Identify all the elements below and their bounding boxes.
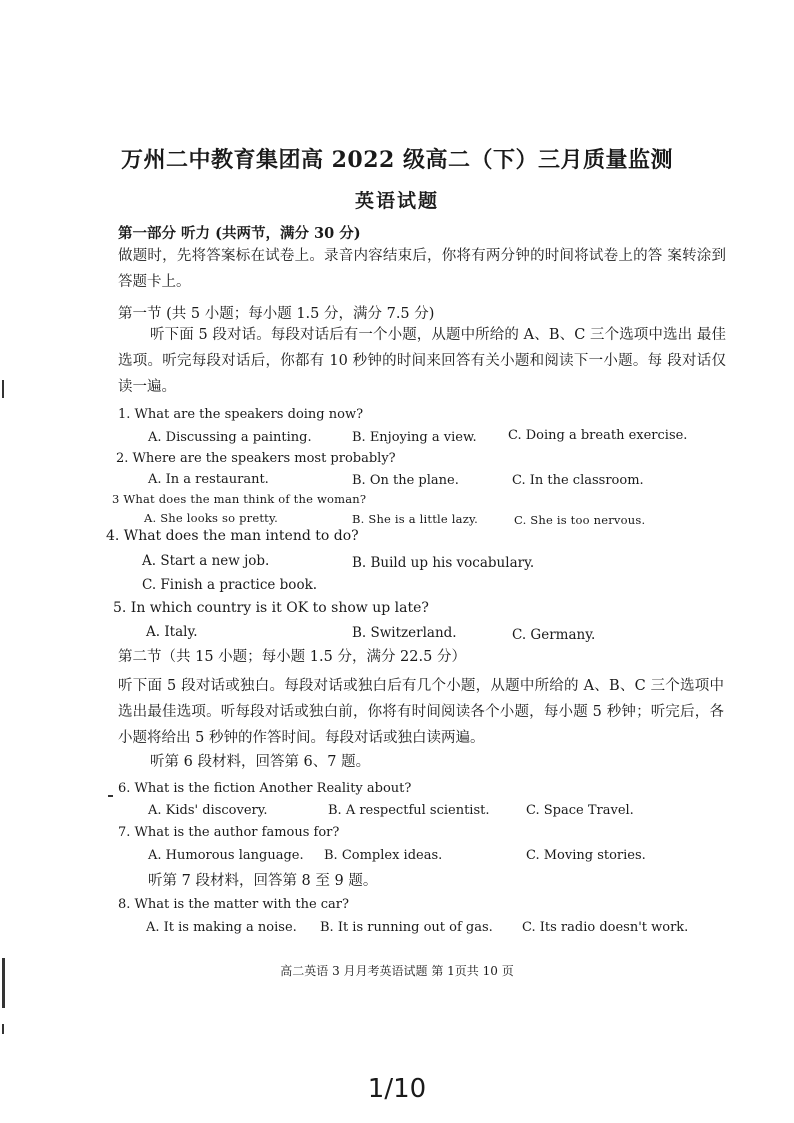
page-indicator: 1/10 — [367, 1074, 427, 1104]
question-2-option-a: A. In a restaurant. — [148, 472, 269, 487]
question-1-option-b: B. Enjoying a view. — [352, 430, 477, 445]
question-3-option-b: B. She is a little lazy. — [352, 512, 479, 526]
question-5-stem: 5. In which country is it OK to show up late? — [113, 600, 429, 616]
exam-subtitle: 英语试题 — [354, 190, 439, 212]
question-4-stem: 4. What does the man intend to do? — [106, 528, 359, 544]
section2-instructions: 听下面 5 段对话或独白。每段对话或独白后有几个小题，从题中所给的 A、B、C 三个选项中选出最佳选项。听每段对话或独白前，你将有时间阅读各个小题，每小题 5 秒钟；听完后，各小题将给出 5 秒钟的作答时间。每段对话或独白读两遍。 — [118, 678, 724, 746]
question-7-option-a: A. Humorous language. — [148, 848, 304, 863]
part1-heading: 第一部分 听力 (共两节，满分 30 分) — [118, 225, 361, 242]
scan-mark — [2, 958, 5, 1008]
question-8-option-c: C. Its radio doesn't work. — [522, 920, 689, 935]
scan-mark — [2, 380, 4, 398]
section2-heading: 第二节（共 15 小题；每小题 1.5 分，满分 22.5 分） — [118, 649, 466, 665]
question-4-option-b: B. Build up his vocabulary. — [352, 555, 535, 571]
question-1-stem: 1. What are the speakers doing now? — [118, 407, 364, 422]
scan-mark — [108, 795, 113, 797]
question-3-stem: 3 What does the man think of the woman? — [112, 492, 367, 506]
page-footer: 高二英语 3 月月考英语试题 第 1页共 10 页 — [280, 964, 514, 978]
question-2-option-b: B. On the plane. — [352, 473, 459, 488]
exam-title: 万州二中教育集团高 2022 级高二（下）三月质量监测 — [120, 147, 674, 173]
part1-instructions: 做题时，先将答案标在试卷上。录音内容结束后，你将有两分钟的时间将试卷上的答 案转涂到答题卡上。 — [118, 248, 726, 290]
question-7-option-c: C. Moving stories. — [526, 848, 646, 863]
section1-instructions: 听下面 5 段对话。每段对话后有一个小题，从题中所给的 A、B、C 三个选项中选出 最佳选项。听完每段对话后，你都有 10 秒钟的时间来回答有关小题和阅读下一小题。每 段对话仅读一遍。 — [118, 327, 726, 395]
question-3-option-c: C. She is too nervous. — [514, 513, 646, 527]
question-1-option-c: C. Doing a breath exercise. — [508, 428, 688, 443]
question-8-stem: 8. What is the matter with the car? — [118, 897, 349, 912]
question-6-option-a: A. Kids' discovery. — [148, 803, 268, 818]
question-4-option-a: A. Start a new job. — [142, 553, 270, 569]
question-5-option-c: C. Germany. — [512, 627, 596, 643]
question-7-stem: 7. What is the author famous for? — [118, 825, 340, 840]
question-6-option-c: C. Space Travel. — [526, 803, 634, 818]
material-7-note: 听第 7 段材料，回答第 8 至 9 题。 — [148, 873, 378, 889]
question-2-stem: 2. Where are the speakers most probably? — [116, 451, 396, 466]
question-6-stem: 6. What is the fiction Another Reality about? — [118, 781, 412, 796]
material-6-note: 听第 6 段材料，回答第 6、7 题。 — [150, 754, 371, 770]
question-5-option-a: A. Italy. — [146, 624, 198, 640]
question-8-option-a: A. It is making a noise. — [146, 920, 297, 935]
question-8-option-b: B. It is running out of gas. — [320, 920, 493, 935]
question-1-option-a: A. Discussing a painting. — [148, 430, 312, 445]
scan-mark — [2, 1024, 4, 1034]
question-7-option-b: B. Complex ideas. — [324, 848, 443, 863]
question-5-option-b: B. Switzerland. — [352, 625, 457, 641]
question-4-option-c: C. Finish a practice book. — [142, 577, 318, 593]
question-3-option-a: A. She looks so pretty. — [144, 511, 279, 525]
question-6-option-b: B. A respectful scientist. — [328, 803, 490, 818]
section1-heading: 第一节 (共 5 小题；每小题 1.5 分，满分 7.5 分) — [118, 306, 435, 322]
question-2-option-c: C. In the classroom. — [512, 473, 644, 488]
